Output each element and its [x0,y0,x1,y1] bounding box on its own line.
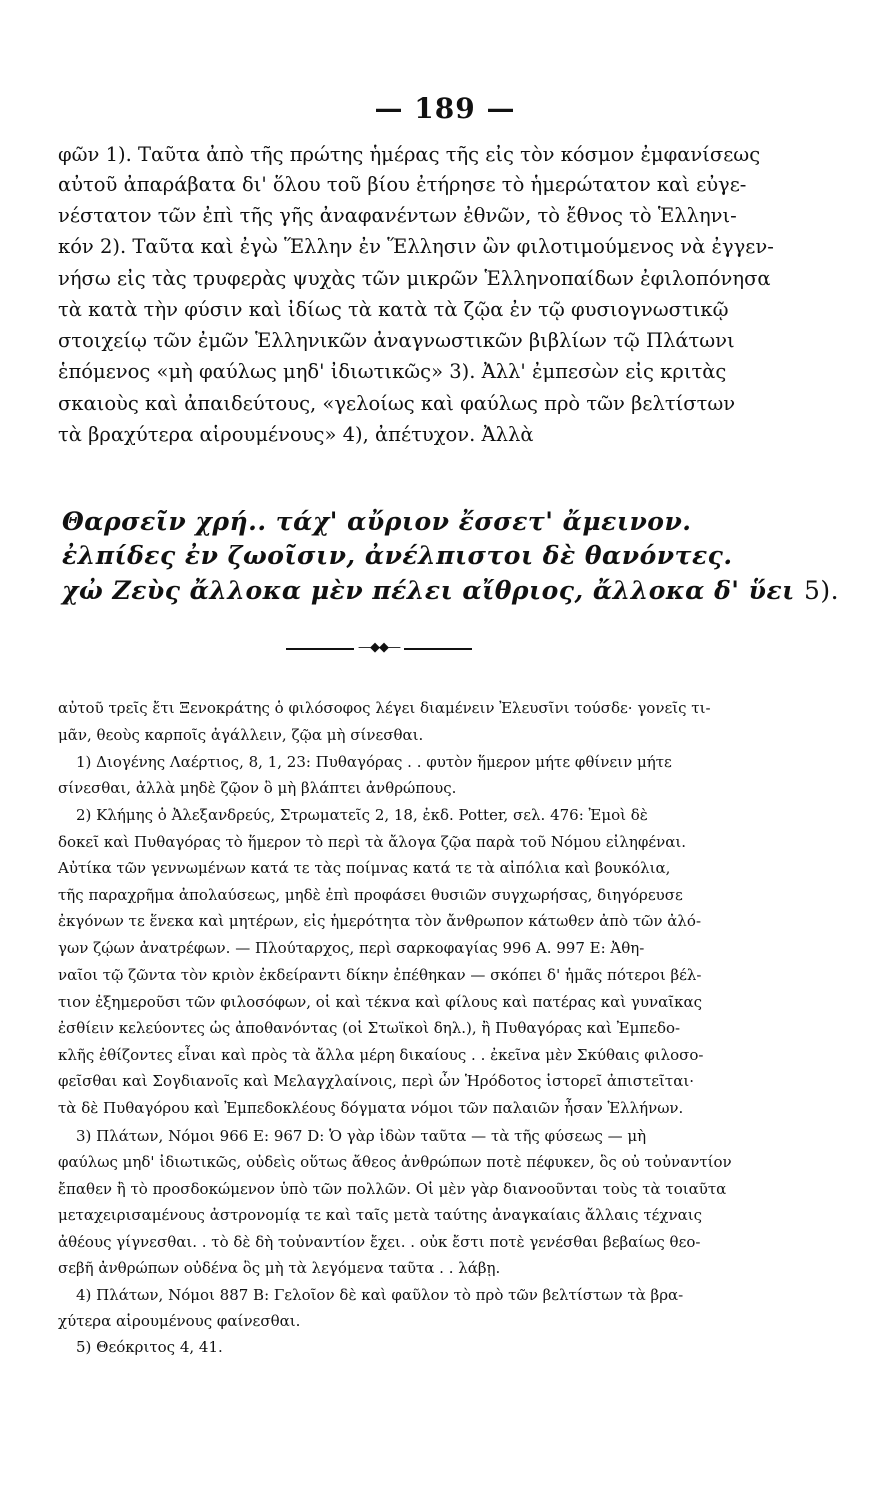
footnote-line: τιον ἐξημεροῦσι τῶν φιλοσόφων, οἱ καὶ τέκνα καὶ φίλους καὶ πατέρας καὶ γυναῖκας [58,993,703,1011]
footnote-line: κλῆς ἐθίζοντες εἶναι καὶ πρὸς τὰ ἄλλα μέρη δικαίους . . ἐκεῖνα μὲν Σκύθαις φιλοσο- [58,1046,704,1064]
main-line: τὰ κατὰ τὴν φύσιν καὶ ἰδίως τὰ κατὰ τὰ ζῷα ἐν τῷ φυσιογνωστικῷ [58,298,729,321]
main-line: τὰ βραχύτερα αἱρουμένους» 4), ἀπέτυχον. Ἀλλὰ [58,423,534,446]
footnote-line: 5) Θεόκριτος 4, 41. [76,1338,223,1356]
footnote-line: μεταχειρισαμένους ἀστρονομίᾳ τε καὶ ταῖς μετὰ ταύτης ἀναγκαίαις ἄλλαις τέχναις [58,1206,703,1224]
footnote-line: τὰ δὲ Πυθαγόρου καὶ Ἐμπεδοκλέους δόγματα νόμοι τῶν παλαιῶν ἦσαν Ἑλλήνων. [58,1099,684,1117]
footnote-line: ἔπαθεν ἢ τὸ προσδοκώμενον ὑπὸ τῶν πολλῶν. Οἱ μὲν γὰρ διανοοῦνται τοὺς τὰ τοιαῦτα [58,1180,727,1198]
footnote-line: ἐκγόνων τε ἕνεκα καὶ μητέρων, εἰς ἡμερότητα τὸν ἄνθρωπον κάτωθεν ἀπὸ τῶν ἀλό- [58,912,702,930]
footnote-line: 1) Διογένης Λαέρτιος, 8, 1, 23: Πυθαγόρας . . φυτὸν ἥμερον μήτε φθίνειν μήτε [76,753,672,771]
footnote-line: μᾶν, θεοὺς καρποῖς ἀγάλλειν, ζῷα μὴ σίνεσθαι. [58,726,424,744]
main-line: στοιχείῳ τῶν ἐμῶν Ἑλληνικῶν ἀναγνωστικῶν βιβλίων τῷ Πλάτωνι [58,329,735,352]
footnote-line: φαύλως μηδ' ἰδιωτικῶς, οὐδεὶς οὕτως ἄθεος ἀνθρώπων ποτὲ πέφυκεν, ὃς οὐ τοὐναντίον [58,1153,732,1171]
verse-line: ἐλπίδες ἐν ζωοῖσιν, ἀνέλπιστοι δὲ θανόντες. [62,541,733,570]
footnote-line: ἀθέους γίγνεσθαι. . τὸ δὲ δὴ τοὐναντίον ἔχει. . οὐκ ἔστι ποτὲ γενέσθαι βεβαίως θεο- [58,1233,701,1251]
main-line: αὐτοῦ ἀπαράβατα δι' ὅλου τοῦ βίου ἐτήρησε τὸ ἡμερώτατον καὶ εὐγε- [58,173,747,196]
main-line: κόν 2). Ταῦτα καὶ ἐγὼ Ἕλλην ἐν Ἕλλησιν ὢν φιλοτιμούμενος νὰ ἐγγεν- [58,235,774,258]
main-line: σκαιοὺς καὶ ἀπαιδεύτους, «γελοίως καὶ φαύλως πρὸ τῶν βελτίστων [58,392,736,415]
footnote-line: τῆς παραχρῆμα ἀπολαύσεως, μηδὲ ἐπὶ προφάσει θυσιῶν συγχωρήσας, διηγόρευσε [58,886,683,904]
footnote-line: σεβῆ ἀνθρώπων οὐδένα ὃς μὴ τὰ λεγόμενα ταῦτα . . λάβῃ. [58,1259,501,1277]
footnote-line: σίνεσθαι, ἀλλὰ μηδὲ ζῷον ὃ μὴ βλάπτει ἀνθρώπους. [58,779,457,797]
footnote-line: φεῖσθαι καὶ Σογδιανοῖς καὶ Μελαγχλαίνοις, περὶ ὧν Ἡρόδοτος ἱστορεῖ ἀπιστεῖται· [58,1072,694,1090]
page-number: — 189 — [374,92,516,125]
footnote-line: 3) Πλάτων, Νόμοι 966 Ε: 967 D: Ὁ γὰρ ἰδὼν ταῦτα — τὰ τῆς φύσεως — μὴ [76,1127,647,1145]
main-line: ἑπόμενος «μὴ φαύλως μηδ' ἰδιωτικῶς» 3). Ἀλλ' ἐμπεσὼν εἰς κριτὰς [58,360,727,383]
verse-line: Θαρσεῖν χρή.. τάχ' αὔριον ἔσσετ' ἄμεινον. [62,507,692,536]
footnote-line: χύτερα αἱρουμένους φαίνεσθαι. [58,1312,301,1330]
separator-ornament: —◆◆— [354,641,404,655]
main-line: νήσω εἰς τὰς τρυφερὰς ψυχὰς τῶν μικρῶν Ἑλληνοπαίδων ἐφιλοπόνησα [58,267,771,290]
footnote-line: Αὐτίκα τῶν γεννωμένων κατά τε τὰς ποίμνας κατά τε τὰ αἰπόλια καὶ βουκόλια, [58,859,671,877]
main-line: νέστατον τῶν ἐπὶ τῆς γῆς ἀναφανέντων ἐθνῶν, τὸ ἔθνος τὸ Ἑλληνι- [58,204,737,227]
footnote-line: αὐτοῦ τρεῖς ἔτι Ξενοκράτης ὁ φιλόσοφος λέγει διαμένειν Ἐλευσῖνι τούσδε· γονεῖς τι- [58,699,711,717]
footnote-line: 4) Πλάτων, Νόμοι 887 Β: Γελοῖον δὲ καὶ φαῦλον τὸ πρὸ τῶν βελτίστων τὰ βρα- [76,1286,684,1304]
main-line: φῶν 1). Ταῦτα ἀπὸ τῆς πρώτης ἡμέρας τῆς εἰς τὸν κόσμον ἐμφανίσεως [58,143,761,166]
verse-line [62,576,839,605]
verse-line-text: χὠ Ζεὺς ἄλλοκα μὲν πέλει αἴθριος, ἄλλοκα δ' ὕει [62,576,795,605]
footnote-line: ἐσθίειν κελεύοντες ὡς ἀποθανόντας (οἱ Στωϊκοὶ δηλ.), ἢ Πυθαγόρας καὶ Ἐμπεδο- [58,1019,681,1037]
footnote-line: ναῖοι τῷ ζῶντα τὸν κριὸν ἐκδείραντι δίκην ἐπέθηκαν — σκόπει δ' ἡμᾶς πότεροι βέλ- [58,966,702,984]
footnote-line: δοκεῖ καὶ Πυθαγόρας τὸ ἥμερον τὸ περὶ τὰ ἄλογα ζῷα παρὰ τοῦ Νόμου εἰληφέναι. [58,833,687,851]
verse-reference: 5). [803,576,840,605]
footnote-line: γων ζῴων ἀνατρέφων. — Πλούταρχος, περὶ σαρκοφαγίας 996 Α. 997 Ε: Ἀθη- [58,939,645,957]
footnote-line: 2) Κλήμης ὁ Ἀλεξανδρεύς, Στρωματεῖς 2, 18, ἐκδ. Potter, σελ. 476: Ἐμοὶ δὲ [76,806,648,824]
